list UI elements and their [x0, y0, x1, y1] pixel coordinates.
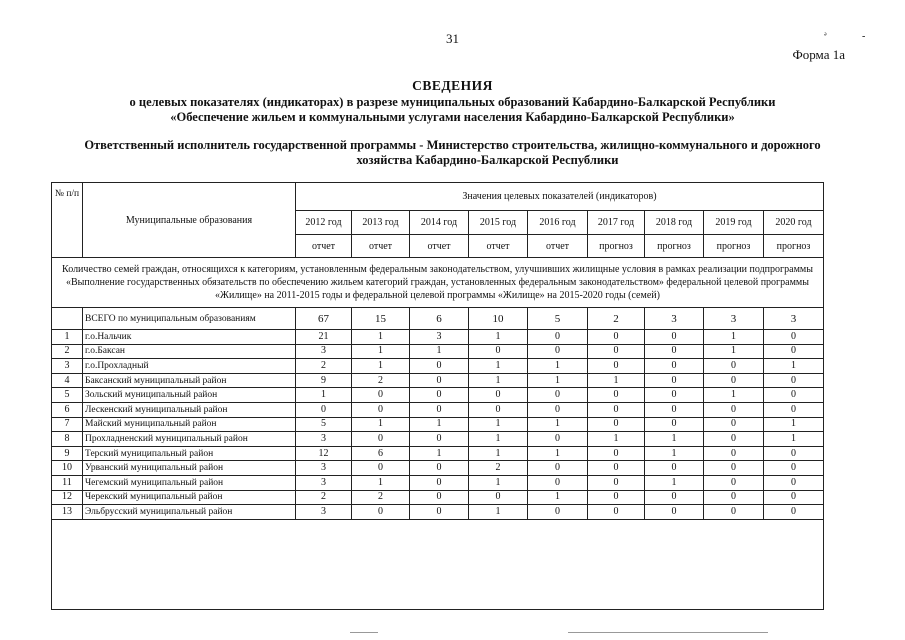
value-cell: 1 [645, 432, 704, 447]
year-header: 2012 год [296, 211, 352, 235]
row-number-cell: 6 [52, 402, 83, 417]
value-cell: 0 [645, 505, 704, 520]
value-cell: 1 [410, 446, 469, 461]
column-header-municipality: Муниципальные образования [83, 183, 296, 258]
value-type-header: отчет [352, 235, 410, 258]
value-cell: 1 [704, 330, 764, 345]
value-cell: 0 [588, 330, 645, 345]
value-cell: 0 [352, 402, 410, 417]
value-cell: 0 [528, 505, 588, 520]
row-number-cell: 13 [52, 505, 83, 520]
value-cell: 0 [704, 432, 764, 447]
value-cell: 0 [764, 461, 824, 476]
value-cell: 1 [469, 475, 528, 490]
value-cell: 0 [588, 475, 645, 490]
value-cell: 6 [352, 446, 410, 461]
table-row [52, 359, 824, 374]
municipality-name-cell: г.о.Нальчик [83, 330, 296, 345]
table-row [52, 373, 824, 388]
table-row [52, 417, 824, 432]
table-row [52, 490, 824, 505]
indicators-table [51, 182, 824, 610]
value-cell: 0 [410, 432, 469, 447]
municipality-name-cell: Эльбрусский муниципальный район [83, 505, 296, 520]
row-number-cell: 7 [52, 417, 83, 432]
value-cell: 1 [764, 417, 824, 432]
value-type-header: прогноз [588, 235, 645, 258]
value-cell: 1 [352, 359, 410, 374]
value-cell: 0 [645, 388, 704, 403]
table-row [52, 432, 824, 447]
value-cell: 0 [352, 505, 410, 520]
value-cell: 1 [352, 475, 410, 490]
value-cell: 0 [704, 475, 764, 490]
value-cell: 0 [469, 344, 528, 359]
value-cell: 0 [528, 330, 588, 345]
table-row [52, 446, 824, 461]
value-cell: 0 [645, 461, 704, 476]
value-cell: 1 [469, 417, 528, 432]
indicator-description: Количество семей граждан, относящихся к категориям, установленным федеральным законодательством, улучшивших жилищные условия в рамках реализации подпрограммы «Выполнение государственных обязательств по обеспечению жильем категорий граждан, установленных федеральным законодательством» федеральной целевой программы «Жилище» на 2011-2015 годы и федеральной целевой программы «Жилище» на 2015-2020 годы (семей) [52, 258, 824, 308]
value-cell: 1 [296, 388, 352, 403]
year-header: 2016 год [528, 211, 588, 235]
value-cell: 0 [764, 490, 824, 505]
value-cell: 0 [528, 344, 588, 359]
total-value-cell: 3 [704, 308, 764, 330]
value-cell: 0 [588, 490, 645, 505]
value-cell: 1 [528, 417, 588, 432]
value-cell: 0 [588, 417, 645, 432]
value-cell: 1 [469, 373, 528, 388]
total-value-cell: 3 [645, 308, 704, 330]
value-cell: 0 [764, 446, 824, 461]
document-subtitle-line: о целевых показателях (индикаторах) в разрезе муниципальных образований Кабардино-Балкарской Республики [129, 95, 776, 109]
executor-line: Ответственный исполнитель государственной программы - Министерство строительства, жилищно-коммунального и дорожного [84, 138, 821, 152]
value-cell: 0 [528, 461, 588, 476]
scan-mark: - [862, 31, 866, 42]
year-header: 2015 год [469, 211, 528, 235]
value-cell: 1 [469, 359, 528, 374]
value-cell: 1 [469, 505, 528, 520]
value-cell: 0 [645, 330, 704, 345]
scan-artifact-line [568, 632, 768, 633]
value-cell: 1 [764, 359, 824, 374]
municipality-name-cell: Лескенский муниципальный район [83, 402, 296, 417]
value-cell: 0 [645, 402, 704, 417]
table-row [52, 402, 824, 417]
value-cell: 0 [764, 388, 824, 403]
row-number-cell: 8 [52, 432, 83, 447]
value-cell: 0 [410, 373, 469, 388]
value-cell: 0 [410, 402, 469, 417]
value-cell: 0 [469, 490, 528, 505]
value-cell: 1 [469, 432, 528, 447]
value-cell: 3 [410, 330, 469, 345]
form-label: Форма 1а [792, 47, 845, 62]
total-value-cell: 2 [588, 308, 645, 330]
value-cell: 0 [645, 490, 704, 505]
row-number-cell: 4 [52, 373, 83, 388]
table-row [52, 461, 824, 476]
value-cell: 1 [528, 359, 588, 374]
value-cell: 3 [296, 344, 352, 359]
municipality-name-cell: Майский муниципальный район [83, 417, 296, 432]
value-cell: 0 [588, 505, 645, 520]
value-cell: 0 [410, 505, 469, 520]
value-cell: 0 [588, 461, 645, 476]
table-row [52, 344, 824, 359]
value-cell: 1 [764, 432, 824, 447]
value-cell: 0 [704, 505, 764, 520]
value-cell: 0 [528, 402, 588, 417]
value-cell: 0 [704, 373, 764, 388]
row-number-cell: 10 [52, 461, 83, 476]
executor-line: хозяйства Кабардино-Балкарской Республики [356, 153, 619, 167]
value-type-header: прогноз [645, 235, 704, 258]
year-header: 2013 год [352, 211, 410, 235]
value-cell: 0 [645, 373, 704, 388]
value-cell: 0 [588, 359, 645, 374]
value-cell: 0 [764, 402, 824, 417]
scan-mark: ᵊ [824, 30, 827, 41]
value-cell: 1 [704, 344, 764, 359]
column-header-values: Значения целевых показателей (индикаторов) [296, 183, 824, 211]
total-label: ВСЕГО по муниципальным образованиям [83, 308, 296, 330]
column-header-number: № п/п [52, 183, 83, 258]
municipality-name-cell: Терский муниципальный район [83, 446, 296, 461]
total-value-cell: 15 [352, 308, 410, 330]
value-cell: 21 [296, 330, 352, 345]
value-cell: 0 [645, 344, 704, 359]
municipality-name-cell: г.о.Прохладный [83, 359, 296, 374]
value-cell: 1 [352, 417, 410, 432]
year-header: 2017 год [588, 211, 645, 235]
value-cell: 0 [704, 446, 764, 461]
value-cell: 9 [296, 373, 352, 388]
value-cell: 1 [352, 330, 410, 345]
value-cell: 0 [764, 505, 824, 520]
value-cell: 1 [528, 446, 588, 461]
total-value-cell: 3 [764, 308, 824, 330]
value-cell: 0 [764, 475, 824, 490]
table-row [52, 475, 824, 490]
municipality-name-cell: Чегемский муниципальный район [83, 475, 296, 490]
value-cell: 0 [410, 461, 469, 476]
value-cell: 0 [588, 446, 645, 461]
value-cell: 3 [296, 475, 352, 490]
row-number-cell: 3 [52, 359, 83, 374]
year-header: 2018 год [645, 211, 704, 235]
value-cell: 1 [528, 490, 588, 505]
row-number-cell: 2 [52, 344, 83, 359]
value-cell: 0 [352, 461, 410, 476]
value-cell: 0 [588, 388, 645, 403]
value-cell: 1 [352, 344, 410, 359]
value-cell: 0 [528, 475, 588, 490]
row-number-cell: 1 [52, 330, 83, 345]
scan-artifact-line [350, 632, 378, 633]
value-type-header: прогноз [704, 235, 764, 258]
row-number-cell: 11 [52, 475, 83, 490]
municipality-name-cell: Черекский муниципальный район [83, 490, 296, 505]
municipality-name-cell: Урванский муниципальный район [83, 461, 296, 476]
document-subtitle-line: «Обеспечение жильем и коммунальными услугами населения Кабардино-Балкарской Республики» [170, 110, 735, 124]
municipality-name-cell: Прохладненский муниципальный район [83, 432, 296, 447]
value-type-header: отчет [296, 235, 352, 258]
value-cell: 0 [352, 432, 410, 447]
value-cell: 3 [296, 505, 352, 520]
value-cell: 3 [296, 432, 352, 447]
value-cell: 0 [645, 359, 704, 374]
value-cell: 2 [296, 490, 352, 505]
value-cell: 0 [764, 344, 824, 359]
value-type-header: отчет [469, 235, 528, 258]
total-value-cell: 10 [469, 308, 528, 330]
value-cell: 1 [588, 432, 645, 447]
value-cell: 0 [410, 359, 469, 374]
value-cell: 1 [645, 475, 704, 490]
value-cell: 0 [704, 402, 764, 417]
total-value-cell: 5 [528, 308, 588, 330]
table-row [52, 388, 824, 403]
row-number-cell: 5 [52, 388, 83, 403]
value-cell: 0 [764, 330, 824, 345]
municipality-name-cell: Баксанский муниципальный район [83, 373, 296, 388]
value-cell: 2 [352, 373, 410, 388]
value-cell: 0 [410, 475, 469, 490]
value-cell: 1 [528, 373, 588, 388]
value-cell: 0 [410, 490, 469, 505]
value-type-header: отчет [410, 235, 469, 258]
municipality-name-cell: Зольский муниципальный район [83, 388, 296, 403]
total-value-cell: 6 [410, 308, 469, 330]
value-cell: 0 [469, 388, 528, 403]
municipality-name-cell: г.о.Баксан [83, 344, 296, 359]
value-cell: 0 [588, 344, 645, 359]
value-cell: 1 [704, 388, 764, 403]
value-cell: 0 [296, 402, 352, 417]
empty-table-area [52, 519, 824, 609]
value-cell: 2 [469, 461, 528, 476]
value-cell: 0 [352, 388, 410, 403]
value-cell: 1 [469, 330, 528, 345]
value-cell: 1 [588, 373, 645, 388]
value-type-header: прогноз [764, 235, 824, 258]
year-header: 2014 год [410, 211, 469, 235]
table-row [52, 505, 824, 520]
total-value-cell: 67 [296, 308, 352, 330]
value-cell: 5 [296, 417, 352, 432]
value-cell: 2 [296, 359, 352, 374]
table-row [52, 330, 824, 345]
value-cell: 1 [469, 446, 528, 461]
value-cell: 1 [410, 344, 469, 359]
value-cell: 0 [410, 388, 469, 403]
value-cell: 0 [704, 490, 764, 505]
year-header: 2019 год [704, 211, 764, 235]
row-number-cell: 12 [52, 490, 83, 505]
value-cell: 1 [410, 417, 469, 432]
year-header: 2020 год [764, 211, 824, 235]
page-number: 31 [446, 31, 459, 46]
document-title: СВЕДЕНИЯ [412, 78, 493, 93]
value-cell: 2 [352, 490, 410, 505]
value-cell: 1 [645, 446, 704, 461]
value-cell: 0 [528, 432, 588, 447]
row-number-cell: 9 [52, 446, 83, 461]
value-cell: 0 [588, 402, 645, 417]
value-cell: 0 [469, 402, 528, 417]
value-cell: 0 [704, 417, 764, 432]
value-cell: 0 [704, 461, 764, 476]
value-cell: 0 [704, 359, 764, 374]
value-cell: 0 [764, 373, 824, 388]
value-cell: 12 [296, 446, 352, 461]
total-number-cell [52, 308, 83, 330]
value-cell: 3 [296, 461, 352, 476]
value-type-header: отчет [528, 235, 588, 258]
value-cell: 0 [645, 417, 704, 432]
value-cell: 0 [528, 388, 588, 403]
